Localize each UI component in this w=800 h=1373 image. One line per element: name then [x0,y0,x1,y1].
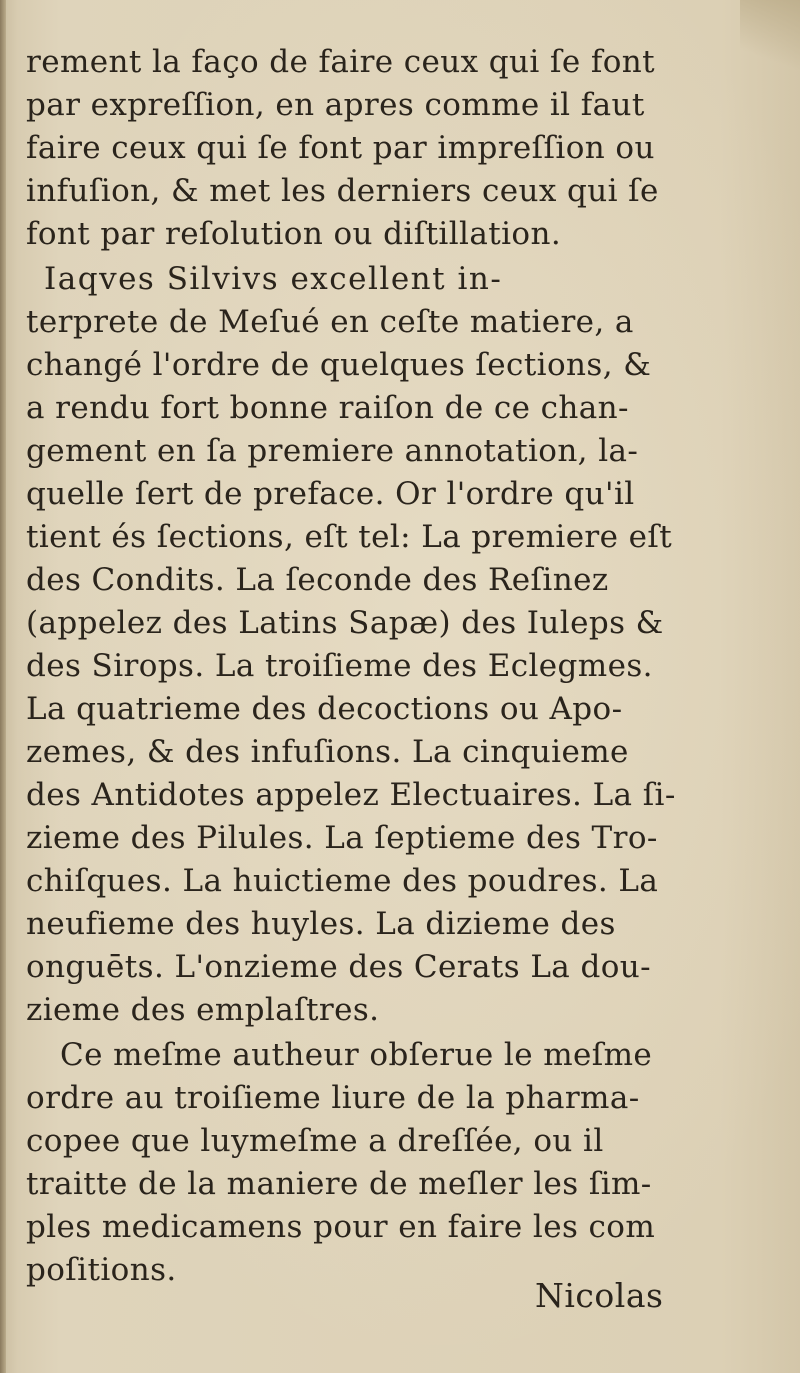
catchword: Nicolas [535,1276,664,1315]
text-line-27: traitte de la maniere de meſler les ſim- [26,1166,652,1202]
text-line-22: onguēts. L'onzieme des Cerats La dou- [26,949,651,985]
text-line-23: zieme des emplaſtres. [26,992,380,1028]
text-line-17: zemes, & des infuſions. La cinquieme [26,734,629,770]
text-line-13: des Condits. La ſeconde des Reſinez [26,562,609,598]
text-line-1: rement la faço de faire ceux qui ſe font [26,44,656,80]
text-line-26: copee que luymeſme a dreſſée, ou il [26,1123,604,1159]
text-line-20: chiſques. La huictieme des poudres. La [26,863,659,899]
text-line-25: ordre au troiſieme liure de la pharma- [26,1080,640,1116]
text-line-14: (appelez des Latins Sapæ) des Iuleps & [26,605,664,641]
text-line-10: gement en ſa premiere annotation, la- [26,433,639,469]
text-line-16: La quatrieme des decoctions ou Apo- [26,691,623,727]
page-corner [740,0,800,80]
text-line-8: changé l'ordre de quelques ſections, & [26,347,652,383]
text-line-11: quelle ſert de preface. Or l'ordre qu'il [26,476,635,512]
text-line-12: tient és ſections, eſt tel: La premiere eſt [26,519,673,555]
text-line-5: font par reſolution ou diſtillation. [26,216,562,252]
text-line-6: Iaqves Silvivs excellent in- [44,261,503,297]
text-line-19: zieme des Pilules. La ſeptieme des Tro- [26,820,658,856]
page-gutter [0,0,6,1373]
text-line-15: des Sirops. La troiſieme des Eclegmes. [26,648,653,684]
text-line-21: neufieme des huyles. La dizieme des [26,906,616,942]
text-line-2: par expreſſion, en apres comme il faut [26,87,645,123]
text-line-24: Ce meſme autheur obſerue le meſme [60,1037,653,1073]
text-line-7: terprete de Meſué en ceſte matiere, a [26,304,634,340]
text-line-18: des Antidotes appelez Electuaires. La ſi- [26,777,676,813]
text-line-29: poſitions. [26,1252,177,1288]
text-line-3: faire ceux qui ſe font par impreſſion ou [26,130,655,166]
text-line-28: ples medicamens pour en faire les com [26,1209,656,1245]
text-line-9: a rendu fort bonne raiſon de ce chan- [26,390,629,426]
text-line-4: infuſion, & met les derniers ceux qui ſe [26,173,659,209]
